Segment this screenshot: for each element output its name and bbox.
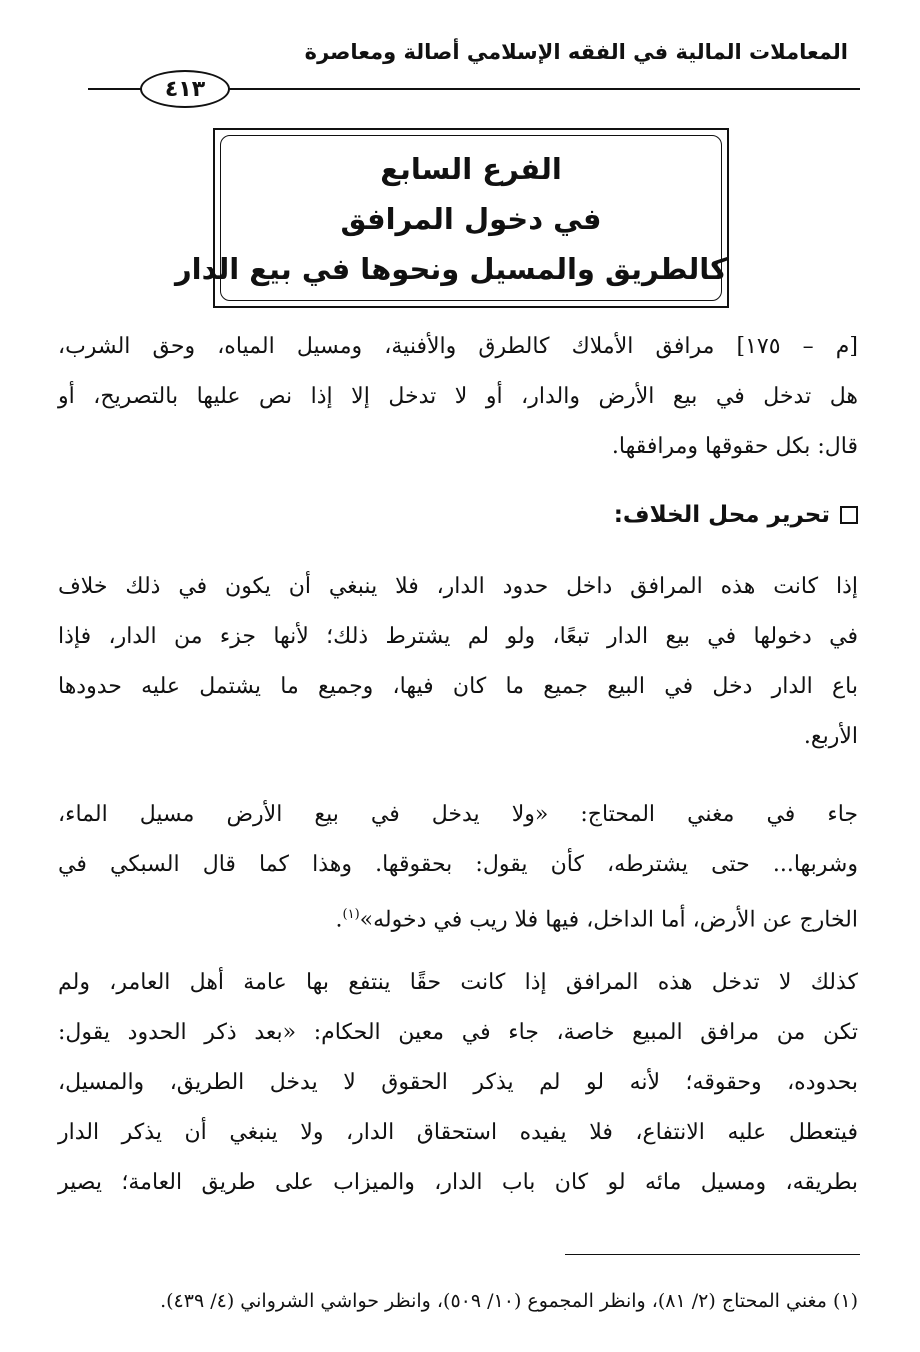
footnote: (١) مغني المحتاج (٢/ ٨١)، وانظر المجموع (١٠/ ٥٠٩)، وانظر حواشي الشرواني (٤/ ٤٣٩).: [160, 1290, 858, 1312]
paragraph-1: [58, 562, 858, 762]
intro-line-1: [م – ١٧٥] مرافق الأملاك كالطرق والأفنية، ومسيل المياه، وحق الشرب،: [58, 334, 858, 359]
para2-line-1: جاء في مغني المحتاج: «ولا يدخل في بيع الأرض مسيل الماء،: [58, 802, 858, 827]
para3-line-2: تكن من مرافق المبيع خاصة، جاء في معين الحكام: «بعد ذكر الحدود يقول:: [58, 1020, 858, 1045]
page-number-badge: ٤١٣: [140, 70, 230, 108]
para2-line-3: [58, 890, 858, 945]
chapter-title-line-3: كالطريق والمسيل ونحوها في بيع الدار: [174, 252, 727, 286]
chapter-title-line-2: في دخول المرافق: [340, 202, 602, 236]
chapter-title: [174, 144, 727, 294]
section-heading-text: تحرير محل الخلاف:: [613, 502, 830, 528]
para2-line-3-text: الخارج عن الأرض، أما الداخل، فيها فلا ريب في دخوله»: [359, 907, 858, 933]
footnote-reference[interactable]: (١): [342, 907, 360, 922]
para1-line-4: الأربع.: [803, 724, 858, 749]
paragraph-3: [58, 958, 858, 1208]
para3-line-1: كذلك لا تدخل هذه المرافق إذا كانت حقًا ينتفع بها عامة أهل العامر، ولم: [58, 970, 858, 995]
footnote-rule: [565, 1254, 860, 1255]
para1-line-3: باع الدار دخل في البيع جميع ما كان فيها، وجميع ما يشتمل عليه حدودها: [58, 674, 858, 699]
section-heading: [458, 502, 858, 528]
para3-line-5: بطريقه، ومسيل مائه لو كان باب الدار، والميزاب على طريق العامة؛ يصير: [58, 1170, 858, 1195]
paragraph-2: [58, 790, 858, 945]
para3-line-4: فيتعطل عليه الانتفاع، فلا يفيده استحقاق الدار، ولا ينبغي أن يذكر الدار: [58, 1120, 858, 1145]
square-bullet-icon: [840, 506, 858, 524]
chapter-title-line-1: الفرع السابع: [380, 152, 562, 186]
intro-line-2: هل تدخل في بيع الأرض والدار، أو لا تدخل إلا إذا نص عليها بالتصريح، أو: [58, 384, 858, 409]
running-header-title: المعاملات المالية في الفقه الإسلامي أصالة ومعاصرة: [304, 40, 848, 64]
para1-line-2: في دخولها في بيع الدار تبعًا، ولو لم يشترط ذلك؛ لأنها جزء من الدار، فإذا: [58, 624, 858, 649]
para2-line-2: وشربها... حتى يشترطه، كأن يقول: بحقوقها. وهذا كما قال السبكي في: [58, 852, 858, 877]
intro-paragraph: [58, 322, 858, 472]
para3-line-3: بحدوده، وحقوقه؛ لأنه لو لم يذكر الحقوق لا يدخل الطريق، والمسيل،: [58, 1070, 858, 1095]
para2-line-3-end: .: [335, 907, 343, 933]
intro-line-3: قال: بكل حقوقها ومرافقها.: [611, 434, 858, 459]
chapter-title-frame: [174, 128, 729, 308]
para1-line-1: إذا كانت هذه المرافق داخل حدود الدار، فلا ينبغي أن يكون في ذلك خلاف: [58, 574, 858, 599]
